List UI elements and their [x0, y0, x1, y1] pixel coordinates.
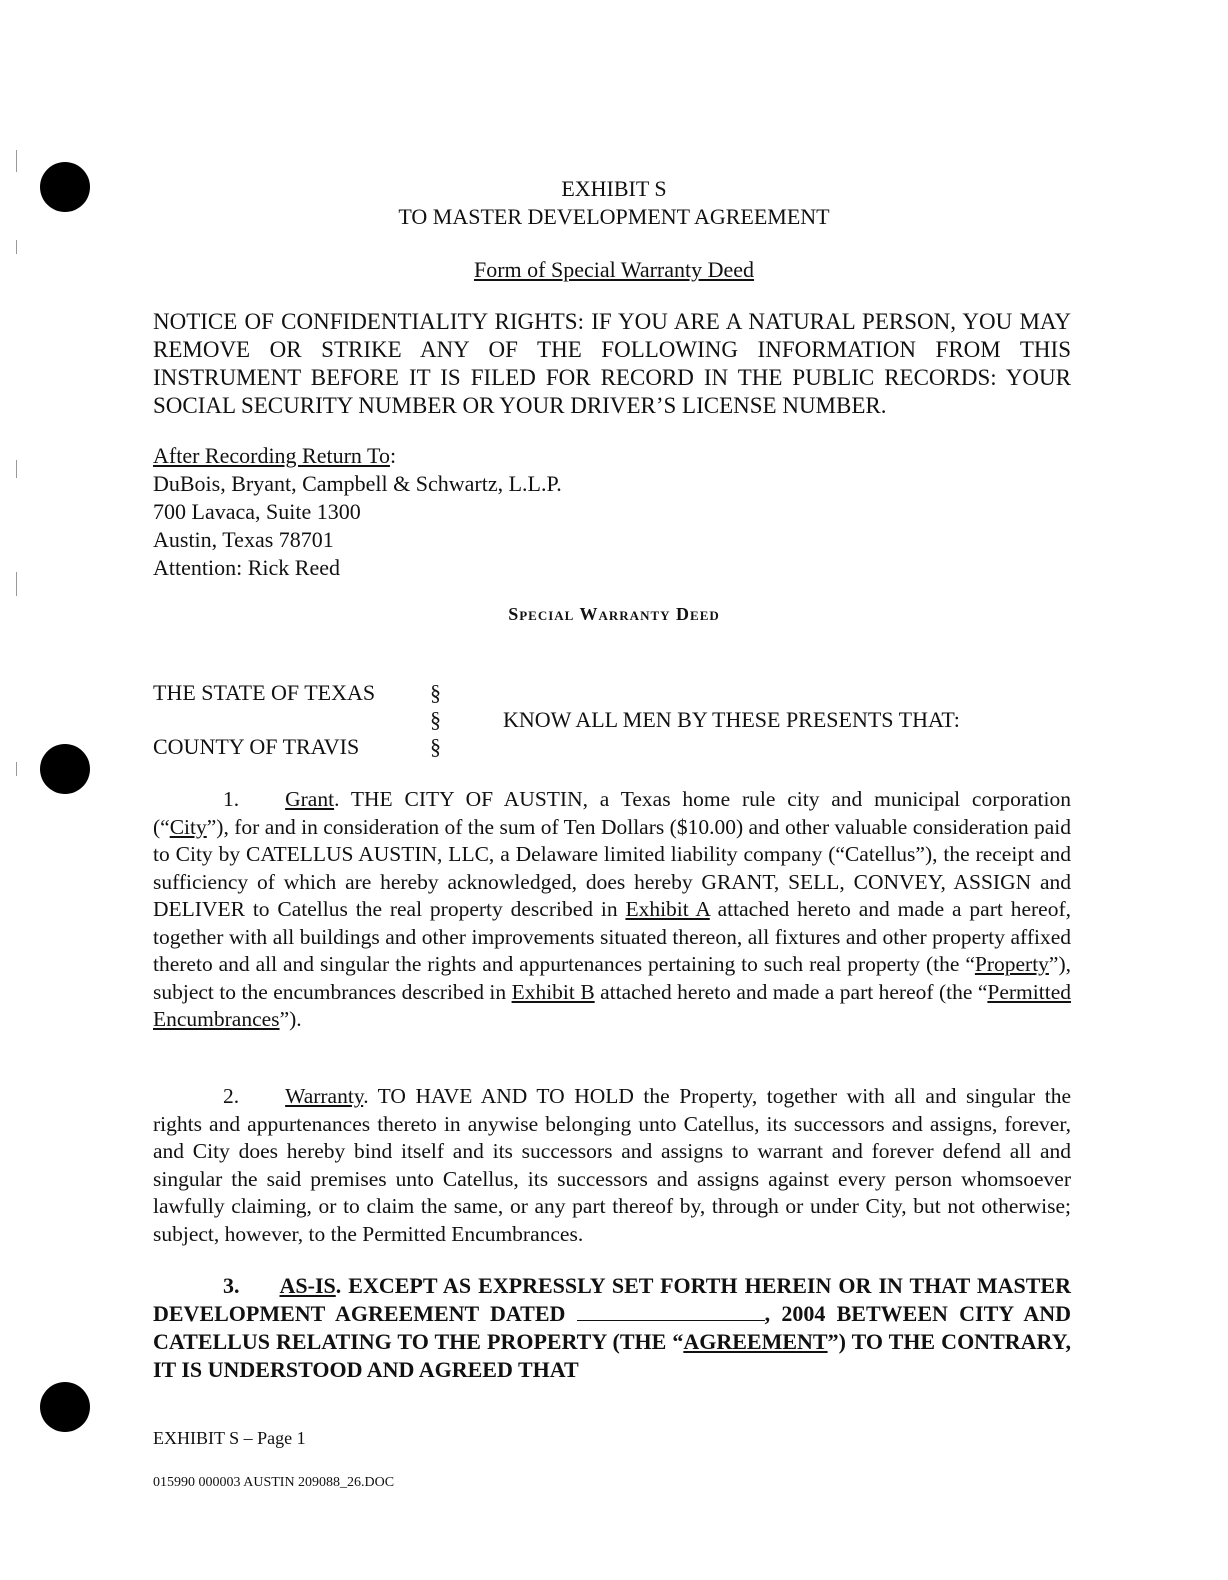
punch-hole-middle: [40, 744, 90, 794]
exhibit-subheading: TO MASTER DEVELOPMENT AGREEMENT: [398, 204, 830, 229]
scan-mark: [16, 460, 17, 478]
return-line: DuBois, Bryant, Campbell & Schwartz, L.L.P.: [153, 471, 562, 496]
punch-hole-bottom: [40, 1382, 90, 1432]
scan-mark: [16, 572, 17, 596]
return-line: Austin, Texas 78701: [153, 527, 334, 552]
state-caption: THE STATE OF TEXAS: [153, 680, 376, 705]
return-label: After Recording Return To:: [153, 443, 397, 468]
return-address-block: [153, 442, 562, 582]
return-line: 700 Lavaca, Suite 1300: [153, 499, 361, 524]
exhibit-heading: EXHIBIT S: [561, 176, 667, 201]
paragraph-grant: 1. Grant. THE CITY OF AUSTIN, a Texas home rule city and municipal corporation (“City”), for and in consideration of the sum of Ten Dollars ($10.00) and other valuable consideration paid to City by CATELLUS AUSTIN, LLC, a Delaware limited liability company (“Catellus”), the receipt and sufficiency of which are hereby acknowledged, does hereby GRANT, SELL, CONVEY, ASSIGN and DELIVER to Catellus the real property described in Exhibit A attached hereto and made a part hereof, together with all buildings and other improvements situated thereon, all fixtures and other property affixed thereto and all and singular the rights and appurtenances pertaining to such real property (the “Property”), subject to the encumbrances described in Exhibit B attached hereto and made a part hereof (the “Permitted Encumbrances”).: [153, 787, 1071, 1031]
page-footer: EXHIBIT S – Page 1: [153, 1428, 306, 1448]
form-title: Form of Special Warranty Deed: [473, 257, 755, 282]
county-caption: COUNTY OF TRAVIS: [153, 734, 360, 759]
document-id: 015990 000003 AUSTIN 209088_26.DOC: [153, 1475, 395, 1490]
section-symbol: §: [430, 734, 441, 759]
scan-mark: [16, 762, 17, 776]
paragraph-as-is: 3. AS-IS. EXCEPT AS EXPRESSLY SET FORTH HEREIN OR IN THAT MASTER DEVELOPMENT AGREEMENT DATED , 2004 BETWEEN CITY AND CATELLUS RELATING TO THE PROPERTY (THE “AGREEMENT”) TO THE CONTRARY, IT IS UNDERSTOOD AND AGREED THAT: [153, 1273, 1071, 1382]
paragraph-warranty: 2. Warranty. TO HAVE AND TO HOLD the Property, together with all and singular the rights and appurtenances thereto in anywise belonging unto Catellus, its successors and assigns, forever, and City does hereby bind itself and its successors and assigns to warrant and forever defend all and singular the said premises unto Catellus, its successors and assigns against every person whomsoever lawfully claiming, or to claim the same, or any part thereof by, through or under City, but not otherwise; subject, however, to the Permitted Encumbrances.: [153, 1084, 1071, 1246]
know-all-men: KNOW ALL MEN BY THESE PRESENTS THAT:: [503, 707, 960, 732]
section-symbol: §: [430, 707, 441, 732]
date-blank: [577, 1302, 765, 1321]
section-symbol: §: [430, 680, 441, 705]
confidentiality-notice: NOTICE OF CONFIDENTIALITY RIGHTS: IF YOU ARE A NATURAL PERSON, YOU MAY REMOVE OR STRIKE ANY OF THE FOLLOWING INFORMATION FROM THIS INSTRUMENT BEFORE IT IS FILED FOR RECORD IN THE PUBLIC RECORDS: YOUR SOCIAL SECURITY NUMBER OR YOUR DRIVER’S LICENSE NUMBER.: [153, 309, 1071, 418]
scan-mark: [16, 150, 17, 172]
return-line: Attention: Rick Reed: [153, 555, 340, 580]
scan-mark: [16, 240, 17, 254]
deed-title: Special Warranty Deed: [508, 604, 720, 624]
